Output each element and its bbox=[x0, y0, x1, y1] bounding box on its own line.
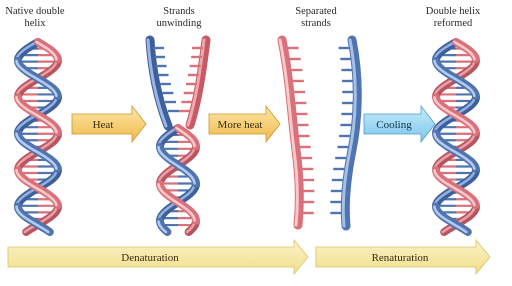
reformed-double-helix bbox=[435, 42, 477, 232]
unwinding-helix-bottom bbox=[159, 128, 197, 232]
label-strands-unwinding: Strands unwinding bbox=[156, 6, 202, 29]
more-heat-arrow-label: More heat bbox=[217, 119, 263, 131]
unwinding-red-strand-top bbox=[188, 40, 206, 125]
more-heat-arrow bbox=[209, 106, 280, 142]
separated-blue-strand bbox=[343, 40, 357, 226]
heat-arrow bbox=[72, 106, 146, 142]
separated-red-strand bbox=[280, 40, 299, 225]
unwinding-helix bbox=[148, 40, 206, 232]
denaturation-label: Denaturation bbox=[121, 252, 179, 264]
label-separated-strands: Separated strands bbox=[295, 6, 337, 29]
renaturation-label: Renaturation bbox=[371, 252, 429, 264]
heat-arrow-label: Heat bbox=[92, 119, 114, 131]
label-double-helix-reformed: Double helix reformed bbox=[425, 6, 481, 29]
renaturation-arrow bbox=[316, 240, 490, 274]
separated-strands bbox=[280, 40, 357, 226]
cooling-arrow bbox=[364, 106, 435, 142]
cooling-arrow-label: Cooling bbox=[376, 119, 412, 131]
native-double-helix bbox=[17, 42, 59, 232]
denaturation-arrow bbox=[8, 240, 308, 274]
label-native-double-helix: Native double helix bbox=[5, 6, 65, 29]
